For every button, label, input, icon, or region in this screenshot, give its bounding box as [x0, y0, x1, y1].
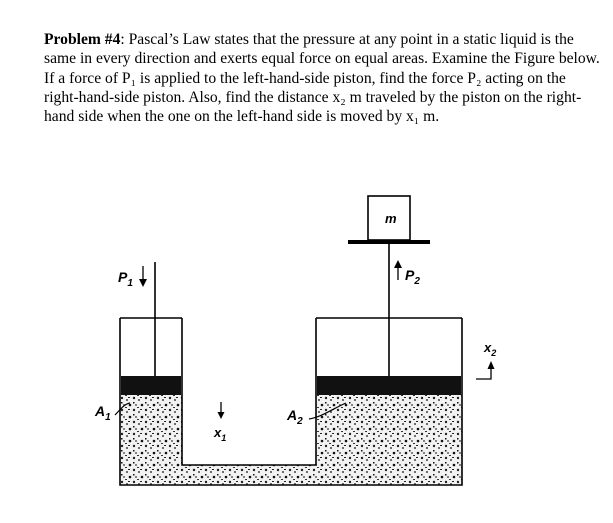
mass-label: m — [385, 211, 397, 226]
a1-label: $A_1$ — [95, 403, 111, 423]
right-cylinder-liquid — [316, 395, 462, 485]
problem-label: Problem #4 — [44, 31, 121, 48]
left-piston — [121, 376, 181, 395]
x2-arrow-head — [488, 361, 495, 369]
right-piston — [317, 376, 461, 395]
x2-label: $x_2$ — [484, 340, 497, 358]
p2-arrow-head — [394, 260, 402, 268]
x1-arrow-head — [218, 412, 225, 419]
connecting-pipe-liquid — [182, 465, 316, 485]
left-cylinder-liquid — [120, 395, 182, 485]
p2-label: $P_2$ — [405, 267, 420, 287]
p1-arrow-head — [139, 279, 147, 287]
a2-label: $A_2$ — [287, 407, 303, 427]
x1-label: $x_1$ — [214, 425, 227, 443]
problem-text: : Pascal’s Law states that the pressure at any point in a static liquid is the same in every direction and exerts equal force on equal areas. Examine the Figure below. If a force of P₁ is applied to the left-hand-side piston, find the force P₂ acting on the right-hand-side piston. Also, find the distance x₂ m traveled by the piston on the right-hand side when the one on the left-hand side is moved by x₁ m. — [44, 31, 600, 126]
p1-label: $P_1$ — [118, 269, 133, 289]
